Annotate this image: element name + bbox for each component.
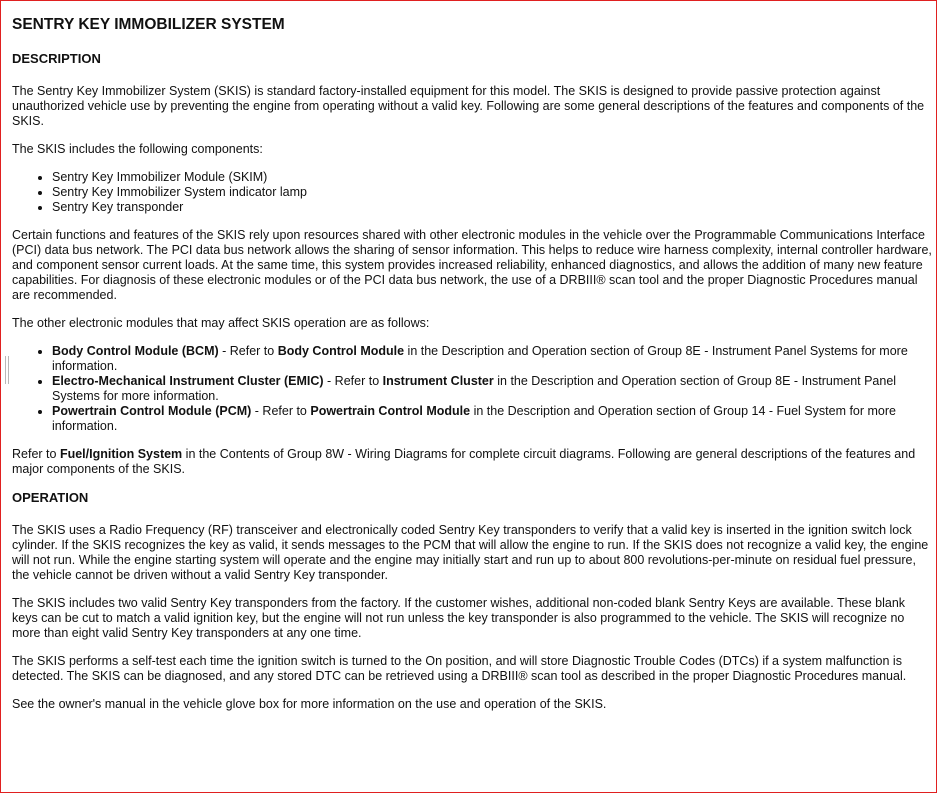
module-text: in the Description and Operation section of Group 8E - Instrument Panel Systems for more information. [52,344,908,373]
module-text: - Refer to [323,374,383,388]
list-item [52,404,932,434]
operation-heading: OPERATION [12,490,89,505]
list-item: • Sentry Key Immobilizer Module (SKIM) [52,170,932,185]
module-name: Body Control Module (BCM) [52,344,219,358]
list-item: • Sentry Key Immobilizer System indicator lamp [52,185,932,200]
operation-paragraph-4: See the owner's manual in the vehicle glove box for more information on the use and operation of the SKIS. [12,697,607,711]
operation-paragraph-2: The SKIS includes two valid Sentry Key transponders from the factory. If the customer wishes, additional non-coded blank Sentry Keys are available. These blank keys can be cut to match a valid ignition key, but the engine will not run unless the key transponder is also programmed to the vehicle. The SKIS will recognize no more than eight valid Sentry Key transponders at any one time. [12,596,906,640]
document-body [12,15,932,725]
description-heading: DESCRIPTION [12,51,101,66]
module-reference: Powertrain Control Module [310,404,471,418]
list-item: • Sentry Key transponder [52,200,932,215]
description-paragraph-3: Certain functions and features of the SKIS rely upon resources shared with other electronic modules in the vehicle over the Programmable Communications Interface (PCI) data bus network. The PCI data bus network allows the sharing of sensor information. This helps to reduce wire harness complexity, internal controller hardware, and component sensor current loads. At the same time, this system provides increased reliability, enhanced diagnostics, and allows the addition of many new feature capabilities. For diagnosis of these electronic modules or of the PCI data bus network, the use of a DRBIII® scan tool and the proper Diagnostic Procedures manual are recommended. [12,228,932,302]
paragraph-text: in the Contents of Group 8W - Wiring Diagrams for complete circuit diagrams. Following are general descriptions of the features and major components of the SKIS. [12,447,916,476]
description-paragraph-5 [12,447,932,477]
module-text: in the Description and Operation section of Group 8E - Instrument Panel Systems for more information. [52,374,897,403]
description-paragraph-2: The SKIS includes the following components: [12,142,263,156]
description-paragraph-4: The other electronic modules that may affect SKIS operation are as follows: [12,316,430,330]
operation-paragraph-3: The SKIS performs a self-test each time the ignition switch is turned to the On position, and will store Diagnostic Trouble Codes (DTCs) if a system malfunction is detected. The SKIS can be diagnosed, and any stored DTC can be retrieved using a DRBIII® scan tool as described in the proper Diagnostic Procedures manual. [12,654,907,683]
module-name: Powertrain Control Module (PCM) [52,404,252,418]
module-text: - Refer to [251,404,311,418]
module-reference: Body Control Module [277,344,405,358]
modules-list [12,344,932,434]
resize-handle[interactable] [5,356,9,384]
list-item [52,344,932,374]
operation-paragraph-1: The SKIS uses a Radio Frequency (RF) transceiver and electronically coded Sentry Key transponders to verify that a valid key is inserted in the ignition switch lock cylinder. If the SKIS recognizes the key as valid, it sends messages to the PCM that will allow the engine to run. If the SKIS does not recognize a valid key, the engine will not run. While the engine starting system will operate and the engine may initially start and run up to about 800 revolutions-per-minute on residual fuel pressure, the vehicle cannot be driven without a valid Sentry Key transponder. [12,523,929,582]
module-text: in the Description and Operation section of Group 14 - Fuel System for more information. [52,404,896,433]
list-item [52,374,932,404]
components-list [12,170,932,215]
description-paragraph-1: The Sentry Key Immobilizer System (SKIS) is standard factory-installed equipment for this model. The SKIS is designed to provide passive protection against unauthorized vehicle use by preventing the engine from operating without a valid key. Following are some general descriptions of the features and components of the SKIS. [12,84,925,128]
module-text: - Refer to [218,344,278,358]
page-title: SENTRY KEY IMMOBILIZER SYSTEM [12,16,285,33]
module-name: Electro-Mechanical Instrument Cluster (EMIC) [52,374,324,388]
paragraph-text: Refer to [12,447,60,461]
module-reference: Instrument Cluster [382,374,494,388]
fuel-ignition-reference: Fuel/Ignition System [59,447,183,461]
